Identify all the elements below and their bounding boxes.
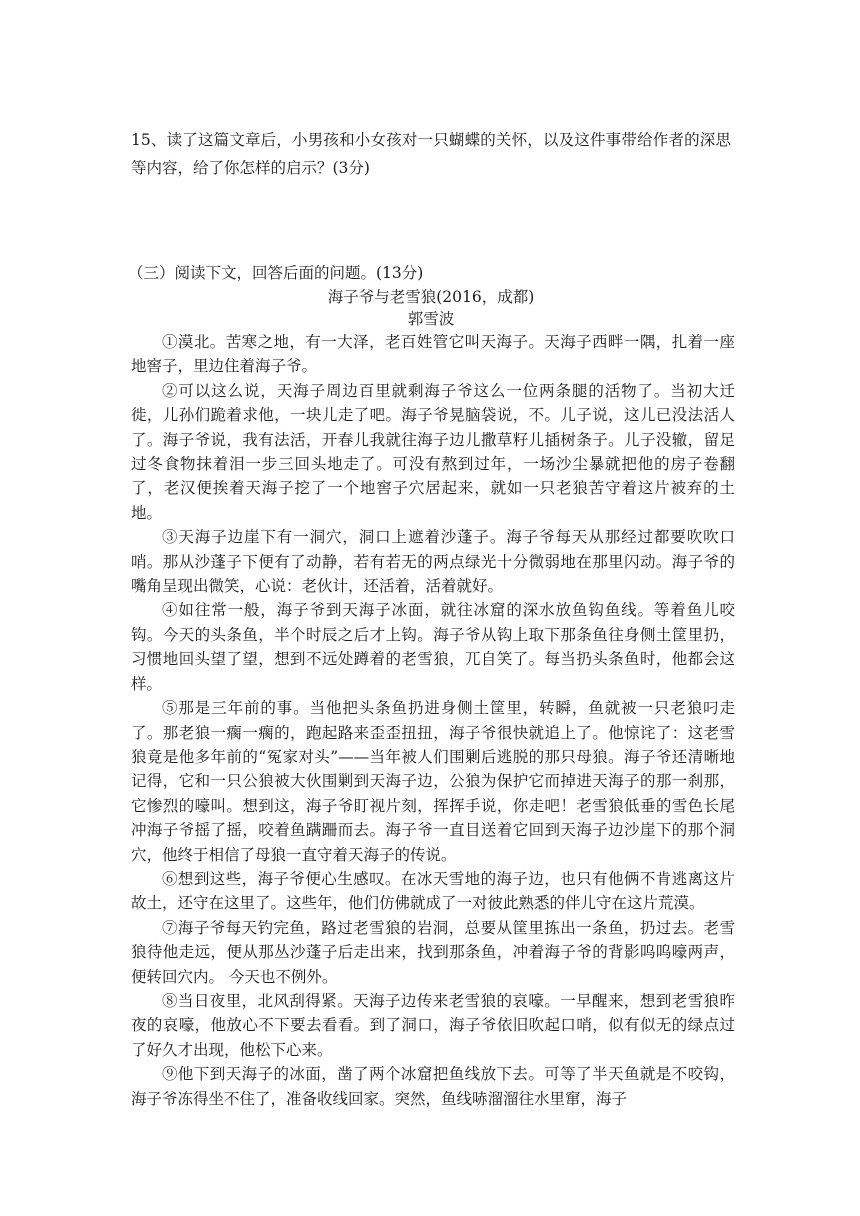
paragraph-9: ⑨他下到天海子的冰面，凿了两个冰窟把鱼线放下去。可等了半天鱼就是不咬钩，海子爷冻得坐不住了，准备收线回家。突然，鱼线哧溜溜往水里窜，海子: [131, 1065, 735, 1108]
question-15: 15、读了这篇文章后，小男孩和小女孩对一只蝴蝶的关怀，以及这件事带给作者的深思等内容，给了你怎样的启示？(3分): [131, 131, 731, 177]
article-title: 海子爷与老雪狼(2016，成都): [327, 288, 535, 306]
article-body: [131, 330, 735, 1111]
paragraph-8: ⑧当日夜里，北风刮得紧。天海子边传来老雪狼的哀嚎。一早醒来，想到老雪狼昨夜的哀嚎，他放心不下要去看看。到了洞口，海子爷依旧吹起口哨，似有似无的绿点过了好久才出现，他松下心来。: [131, 991, 735, 1059]
paragraph-5: ⑤那是三年前的事。当他把头条鱼扔进身侧土筐里，转瞬，鱼就被一只老狼叼走了。那老狼一瘸一瘸的，跑起路来歪歪扭扭，海子爷很快就追上了。他惊诧了：这老雪狼竟是他多年前的“冤家对头”——当年被人们围剿后逃脱的那只母狼。海子爷还清晰地记得，它和一只公狼被大伙围剿到天海子边，公狼为保护它而掉进天海子的那一刹那，它惨烈的嚎叫。想到这，海子爷盯视片刻，挥挥手说，你走吧！老雪狼低垂的雪色长尾冲海子爷摇了摇，咬着鱼蹒跚而去。海子爷一直目送着它回到天海子边沙崖下的那个洞穴，他终于相信了母狼一直守着天海子的传说。: [131, 699, 735, 864]
paragraph-2: ②可以这么说，天海子周边百里就剩海子爷这么一位两条腿的活物了。当初大迁徙，儿孙们跪着求他，一块儿走了吧。海子爷晃脑袋说，不。儿子说，这儿已没法活人了。海子爷说，我有法活，开春儿我就往海子边儿撒草籽儿插树条子。儿子没辙，留足过冬食物抹着泪一步三回头地走了。可没有熬到过年，一场沙尘暴就把他的房子卷翻了，老汉便挨着天海子挖了一个地窖子穴居起来，就如一只老狼苦守着这片被弃的土地。: [131, 381, 735, 522]
paragraph-7: ⑦海子爷每天钓完鱼，路过老雪狼的岩洞，总要从筐里拣出一条鱼，扔过去。老雪狼待他走远，便从那丛沙蓬子后走出来，找到那条鱼，冲着海子爷的背影呜呜嚎两声，便转回穴内。 今天也不例外。: [131, 918, 735, 986]
section-header: （三）阅读下文，回答后面的问题。(13分): [128, 264, 424, 282]
paragraph-1: ①漠北。苦寒之地，有一大泽，老百姓管它叫天海子。天海子西畔一隅，扎着一座地窖子，里边住着海子爷。: [131, 333, 735, 376]
paragraph-6: ⑥想到这些，海子爷便心生感叹。在冰天雪地的海子边，也只有他俩不肯逃离这片故土，还守在这里了。这些年，他们仿佛就成了一对彼此熟悉的伴儿守在这片荒漠。: [131, 869, 735, 913]
paragraph-3: ③天海子边崖下有一洞穴，洞口上遮着沙蓬子。海子爷每天从那经过都要吹吹口哨。那从沙蓬子下便有了动静，若有若无的两点绿光十分微弱地在那里闪动。海子爷的嘴角呈现出微笑，心说：老伙计，还活着，活着就好。: [131, 528, 735, 596]
article-author: 郭雪波: [407, 310, 455, 328]
paragraph-4: ④如往常一般，海子爷到天海子冰面，就往冰窟的深水放鱼钩鱼线。等着鱼儿咬钩。今天的头条鱼，半个时辰之后才上钩。海子爷从钩上取下那条鱼往身侧土筐里扔，习惯地回头望了望，想到不远处蹲着的老雪狼，兀自笑了。每当扔头条鱼时，他都会这样。: [131, 601, 735, 693]
